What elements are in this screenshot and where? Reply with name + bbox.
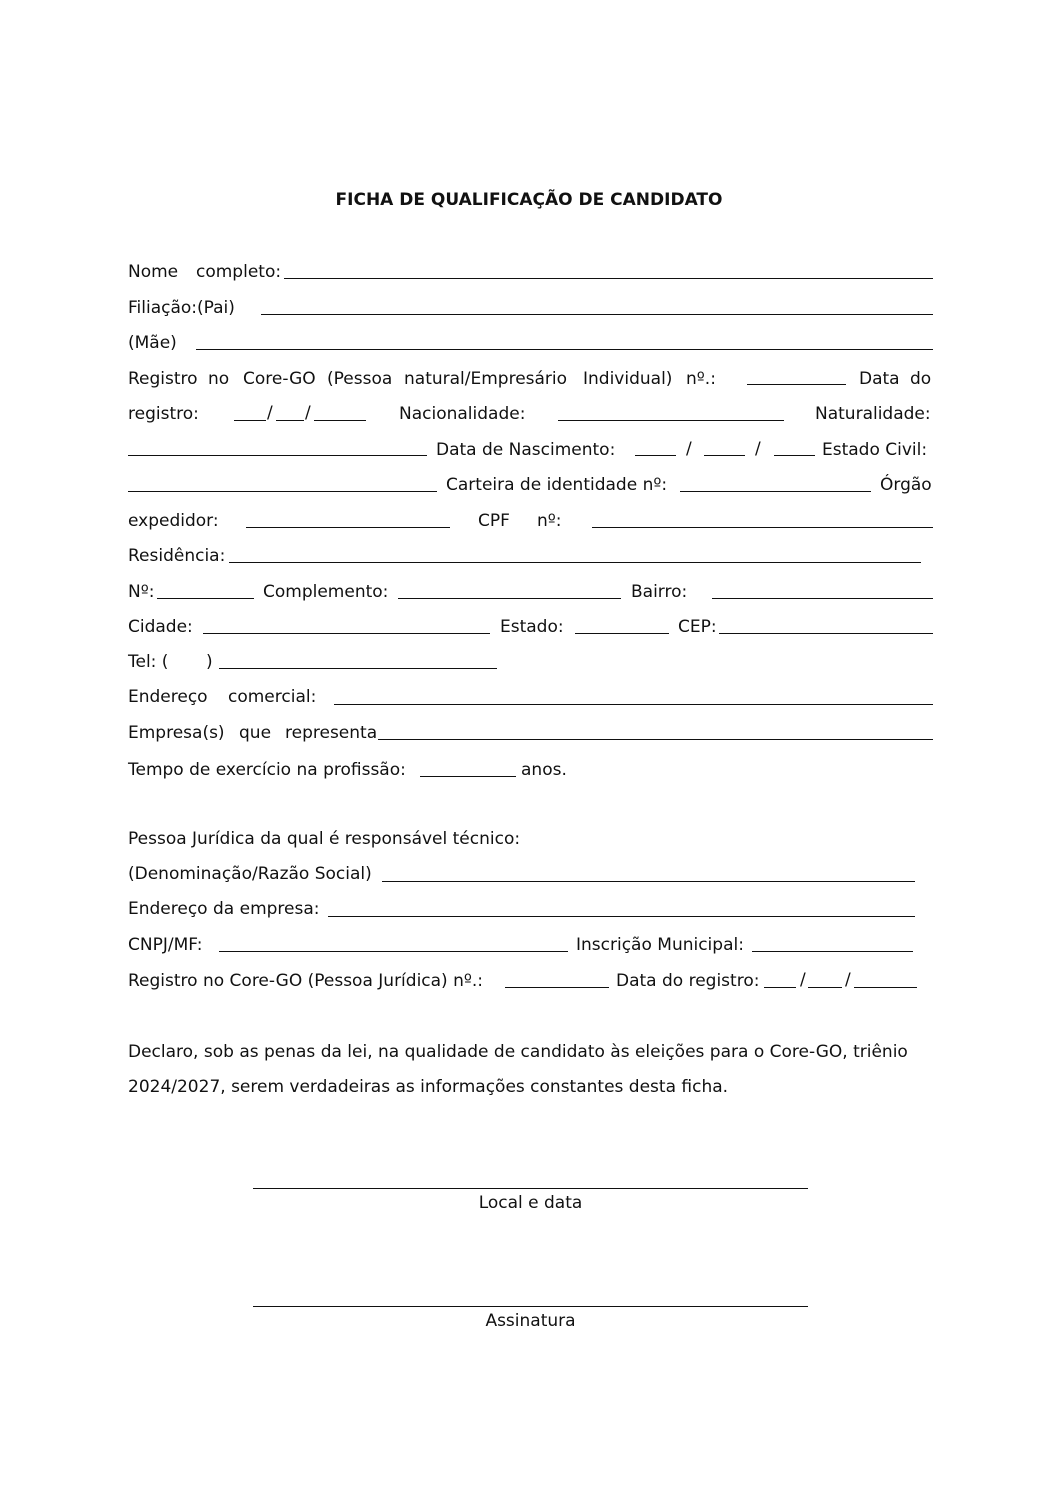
- nacionalidade-label: Nacionalidade:: [399, 404, 526, 424]
- data-nascimento-label: Data de Nascimento:: [436, 440, 616, 460]
- bairro-field[interactable]: [712, 598, 933, 599]
- registro-pj-dia-field[interactable]: [764, 987, 796, 988]
- data-registro-pj-label: Data do registro:: [616, 971, 760, 991]
- endereco-comercial-field[interactable]: [334, 704, 933, 705]
- individual-word: Individual): [583, 369, 673, 389]
- date-separator: /: [267, 403, 273, 423]
- registro-dia-field[interactable]: [234, 420, 266, 421]
- empresas-representa-label: representa: [285, 723, 378, 743]
- pessoa-juridica-heading: Pessoa Jurídica da qual é responsável técnico:: [128, 829, 521, 849]
- endereco-empresa-field[interactable]: [328, 916, 915, 917]
- cidade-label: Cidade:: [128, 617, 193, 637]
- declaracao-linha-1: Declaro, sob as penas da lei, na qualidade de candidato às eleições para o Core-GO, triênio: [128, 1042, 908, 1062]
- registro-pj-field[interactable]: [505, 987, 609, 988]
- registro-data-label: registro:: [128, 404, 199, 424]
- assinatura-label: Assinatura: [485, 1311, 576, 1331]
- residencia-field[interactable]: [229, 562, 921, 563]
- telefone-field[interactable]: [219, 668, 497, 669]
- registro-word: Registro: [128, 369, 198, 389]
- do-word: do: [910, 369, 932, 389]
- naturalidade-field[interactable]: [128, 455, 427, 456]
- estado-civil-field[interactable]: [128, 491, 437, 492]
- nascimento-mes-field[interactable]: [704, 455, 745, 456]
- completo-label: completo:: [196, 262, 282, 282]
- date-separator: /: [755, 439, 761, 459]
- anos-label: anos.: [521, 760, 567, 780]
- estado-civil-label: Estado Civil:: [822, 440, 928, 460]
- cep-field[interactable]: [719, 633, 933, 634]
- local-data-label: Local e data: [478, 1193, 583, 1213]
- nacionalidade-field[interactable]: [558, 420, 784, 421]
- pessoa-word: (Pessoa: [327, 369, 393, 389]
- registro-pj-ano-field[interactable]: [854, 987, 917, 988]
- tel-label: Tel: (: [128, 652, 169, 672]
- orgao-label: Órgão: [880, 475, 932, 495]
- cnpj-field[interactable]: [219, 951, 568, 952]
- no-word: no: [208, 369, 230, 389]
- carteira-identidade-field[interactable]: [680, 491, 871, 492]
- cidade-field[interactable]: [203, 633, 490, 634]
- date-separator: /: [686, 439, 692, 459]
- registro-mes-field[interactable]: [276, 420, 304, 421]
- cnpj-label: CNPJ/MF:: [128, 935, 203, 955]
- nome-completo-field[interactable]: [284, 278, 933, 279]
- denominacao-label: (Denominação/Razão Social): [128, 864, 372, 884]
- tel-ddd-close: ): [206, 652, 213, 672]
- naturalidade-label: Naturalidade:: [815, 404, 931, 424]
- tempo-exercicio-field[interactable]: [420, 776, 516, 777]
- numero-field[interactable]: [157, 598, 254, 599]
- date-separator: /: [800, 970, 806, 990]
- cep-label: CEP:: [678, 617, 717, 637]
- mae-field[interactable]: [196, 349, 933, 350]
- declaracao-linha-2: 2024/2027, serem verdadeiras as informações constantes desta ficha.: [128, 1077, 729, 1097]
- assinatura-signature-line[interactable]: [253, 1306, 808, 1307]
- pai-field[interactable]: [261, 314, 933, 315]
- registro-ano-field[interactable]: [314, 420, 366, 421]
- date-separator: /: [305, 403, 311, 423]
- empresas-representa-field[interactable]: [378, 739, 933, 740]
- registro-numero-field[interactable]: [747, 384, 846, 385]
- data-word: Data: [859, 369, 900, 389]
- inscricao-municipal-label: Inscrição Municipal:: [576, 935, 744, 955]
- endereco-comercial-label: comercial:: [228, 687, 317, 707]
- inscricao-municipal-field[interactable]: [752, 951, 913, 952]
- carteira-identidade-label: Carteira de identidade nº:: [446, 475, 668, 495]
- registro-pj-label: Registro no Core-GO (Pessoa Jurídica) nº.:: [128, 971, 484, 991]
- numero-label: Nº:: [128, 582, 155, 602]
- nascimento-ano-field[interactable]: [774, 455, 815, 456]
- nascimento-dia-field[interactable]: [635, 455, 676, 456]
- expedidor-label: expedidor:: [128, 511, 219, 531]
- estado-label: Estado:: [500, 617, 564, 637]
- cpf-label: CPF: [478, 511, 510, 531]
- mae-label: (Mãe): [128, 333, 177, 353]
- endereco-word: Endereço: [128, 687, 208, 707]
- endereco-empresa-label: Endereço da empresa:: [128, 899, 320, 919]
- complemento-label: Complemento:: [263, 582, 389, 602]
- bairro-label: Bairro:: [631, 582, 688, 602]
- document-title: FICHA DE QUALIFICAÇÃO DE CANDIDATO: [335, 190, 723, 210]
- complemento-field[interactable]: [398, 598, 621, 599]
- cpf-numero-label: nº:: [537, 511, 562, 531]
- date-separator: /: [845, 970, 851, 990]
- orgao-expedidor-field[interactable]: [246, 527, 450, 528]
- nome-label: Nome: [128, 262, 179, 282]
- registro-pj-mes-field[interactable]: [808, 987, 842, 988]
- estado-field[interactable]: [575, 633, 669, 634]
- que-word: que: [239, 723, 272, 743]
- natural-empresario-word: natural/Empresário: [404, 369, 568, 389]
- filiacao-pai-label: Filiação:(Pai): [128, 298, 235, 318]
- core-go-word: Core-GO: [243, 369, 316, 389]
- registro-numero-label: nº.:: [686, 369, 716, 389]
- tempo-exercicio-label: Tempo de exercício na profissão:: [128, 760, 406, 780]
- residencia-label: Residência:: [128, 546, 226, 566]
- local-data-signature-line[interactable]: [253, 1188, 808, 1189]
- denominacao-field[interactable]: [382, 881, 915, 882]
- empresas-word: Empresa(s): [128, 723, 225, 743]
- cpf-field[interactable]: [592, 527, 933, 528]
